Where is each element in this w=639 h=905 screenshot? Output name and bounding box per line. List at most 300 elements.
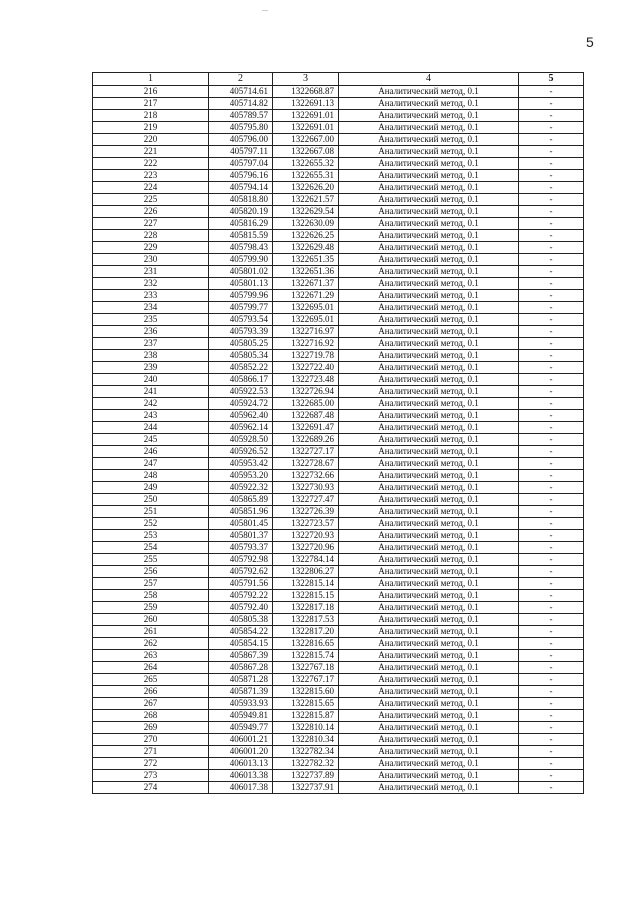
description-cell: -: [519, 434, 584, 446]
table-row: [93, 590, 584, 602]
method-accuracy-cell: Аналитический метод, 0.1: [339, 290, 519, 302]
method-accuracy-cell: Аналитический метод, 0.1: [339, 134, 519, 146]
point-number-cell: 256: [93, 566, 209, 578]
x-coordinate-cell: 405792.40: [209, 602, 273, 614]
x-coordinate-cell: 405795.80: [209, 122, 273, 134]
x-coordinate-cell: 405796.16: [209, 170, 273, 182]
point-number-cell: 266: [93, 686, 209, 698]
header-col-5: 5: [519, 73, 584, 86]
method-accuracy-cell: Аналитический метод, 0.1: [339, 374, 519, 386]
table-row: [93, 434, 584, 446]
description-cell: -: [519, 290, 584, 302]
x-coordinate-cell: 405949.77: [209, 722, 273, 734]
x-coordinate-cell: 405801.45: [209, 518, 273, 530]
table-row: [93, 542, 584, 554]
table-row: [93, 290, 584, 302]
description-cell: -: [519, 206, 584, 218]
point-number-cell: 264: [93, 662, 209, 674]
description-cell: -: [519, 374, 584, 386]
x-coordinate-cell: 405805.25: [209, 338, 273, 350]
table-row: [93, 698, 584, 710]
method-accuracy-cell: Аналитический метод, 0.1: [339, 302, 519, 314]
description-cell: -: [519, 302, 584, 314]
description-cell: -: [519, 650, 584, 662]
method-accuracy-cell: Аналитический метод, 0.1: [339, 650, 519, 662]
y-coordinate-cell: 1322726.39: [273, 506, 339, 518]
y-coordinate-cell: 1322691.01: [273, 110, 339, 122]
description-cell: -: [519, 686, 584, 698]
x-coordinate-cell: 405805.34: [209, 350, 273, 362]
point-number-cell: 255: [93, 554, 209, 566]
x-coordinate-cell: 405928.50: [209, 434, 273, 446]
method-accuracy-cell: Аналитический метод, 0.1: [339, 506, 519, 518]
header-col-2: 2: [209, 73, 273, 86]
table-row: [93, 494, 584, 506]
x-coordinate-cell: 406001.20: [209, 746, 273, 758]
y-coordinate-cell: 1322817.53: [273, 614, 339, 626]
point-number-cell: 237: [93, 338, 209, 350]
x-coordinate-cell: 405792.22: [209, 590, 273, 602]
table-row: [93, 710, 584, 722]
point-number-cell: 269: [93, 722, 209, 734]
x-coordinate-cell: 405792.98: [209, 554, 273, 566]
description-cell: -: [519, 194, 584, 206]
point-number-cell: 236: [93, 326, 209, 338]
x-coordinate-cell: 405871.28: [209, 674, 273, 686]
point-number-cell: 240: [93, 374, 209, 386]
table-row: [93, 626, 584, 638]
x-coordinate-cell: 405851.96: [209, 506, 273, 518]
y-coordinate-cell: 1322630.09: [273, 218, 339, 230]
y-coordinate-cell: 1322810.14: [273, 722, 339, 734]
y-coordinate-cell: 1322810.34: [273, 734, 339, 746]
x-coordinate-cell: 405797.11: [209, 146, 273, 158]
point-number-cell: 253: [93, 530, 209, 542]
table-row: [93, 362, 584, 374]
description-cell: -: [519, 362, 584, 374]
method-accuracy-cell: Аналитический метод, 0.1: [339, 326, 519, 338]
header-row: [93, 73, 584, 86]
table-row: [93, 86, 584, 98]
method-accuracy-cell: Аналитический метод, 0.1: [339, 398, 519, 410]
x-coordinate-cell: 405962.40: [209, 410, 273, 422]
point-number-cell: 267: [93, 698, 209, 710]
description-cell: -: [519, 98, 584, 110]
description-cell: -: [519, 254, 584, 266]
y-coordinate-cell: 1322727.17: [273, 446, 339, 458]
table-row: [93, 686, 584, 698]
point-number-cell: 249: [93, 482, 209, 494]
table-row: [93, 314, 584, 326]
method-accuracy-cell: Аналитический метод, 0.1: [339, 410, 519, 422]
x-coordinate-cell: 405796.00: [209, 134, 273, 146]
x-coordinate-cell: 405871.39: [209, 686, 273, 698]
description-cell: -: [519, 614, 584, 626]
x-coordinate-cell: 405799.90: [209, 254, 273, 266]
description-cell: -: [519, 662, 584, 674]
y-coordinate-cell: 1322691.47: [273, 422, 339, 434]
table-row: [93, 254, 584, 266]
header-col-3: 3: [273, 73, 339, 86]
point-number-cell: 227: [93, 218, 209, 230]
point-number-cell: 222: [93, 158, 209, 170]
table-row: [93, 242, 584, 254]
point-number-cell: 225: [93, 194, 209, 206]
point-number-cell: 270: [93, 734, 209, 746]
description-cell: -: [519, 146, 584, 158]
method-accuracy-cell: Аналитический метод, 0.1: [339, 158, 519, 170]
y-coordinate-cell: 1322782.32: [273, 758, 339, 770]
description-cell: -: [519, 470, 584, 482]
point-number-cell: 245: [93, 434, 209, 446]
x-coordinate-cell: 405792.62: [209, 566, 273, 578]
point-number-cell: 254: [93, 542, 209, 554]
y-coordinate-cell: 1322651.36: [273, 266, 339, 278]
method-accuracy-cell: Аналитический метод, 0.1: [339, 578, 519, 590]
table-body: [93, 86, 584, 794]
method-accuracy-cell: Аналитический метод, 0.1: [339, 146, 519, 158]
method-accuracy-cell: Аналитический метод, 0.1: [339, 314, 519, 326]
method-accuracy-cell: Аналитический метод, 0.1: [339, 686, 519, 698]
method-accuracy-cell: Аналитический метод, 0.1: [339, 458, 519, 470]
table-row: [93, 230, 584, 242]
x-coordinate-cell: 405854.15: [209, 638, 273, 650]
point-number-cell: 273: [93, 770, 209, 782]
y-coordinate-cell: 1322817.20: [273, 626, 339, 638]
point-number-cell: 257: [93, 578, 209, 590]
description-cell: -: [519, 122, 584, 134]
y-coordinate-cell: 1322737.89: [273, 770, 339, 782]
x-coordinate-cell: 405799.77: [209, 302, 273, 314]
table-row: [93, 614, 584, 626]
description-cell: -: [519, 566, 584, 578]
table-row: [93, 278, 584, 290]
y-coordinate-cell: 1322687.48: [273, 410, 339, 422]
y-coordinate-cell: 1322691.01: [273, 122, 339, 134]
method-accuracy-cell: Аналитический метод, 0.1: [339, 602, 519, 614]
scan-mark: [262, 10, 268, 11]
point-number-cell: 224: [93, 182, 209, 194]
method-accuracy-cell: Аналитический метод, 0.1: [339, 110, 519, 122]
description-cell: -: [519, 626, 584, 638]
description-cell: -: [519, 422, 584, 434]
x-coordinate-cell: 405949.81: [209, 710, 273, 722]
description-cell: -: [519, 506, 584, 518]
method-accuracy-cell: Аналитический метод, 0.1: [339, 194, 519, 206]
x-coordinate-cell: 405924.72: [209, 398, 273, 410]
y-coordinate-cell: 1322815.60: [273, 686, 339, 698]
y-coordinate-cell: 1322629.48: [273, 242, 339, 254]
method-accuracy-cell: Аналитический метод, 0.1: [339, 782, 519, 794]
point-number-cell: 265: [93, 674, 209, 686]
point-number-cell: 260: [93, 614, 209, 626]
method-accuracy-cell: Аналитический метод, 0.1: [339, 674, 519, 686]
x-coordinate-cell: 405714.61: [209, 86, 273, 98]
y-coordinate-cell: 1322655.31: [273, 170, 339, 182]
y-coordinate-cell: 1322668.87: [273, 86, 339, 98]
point-number-cell: 272: [93, 758, 209, 770]
description-cell: -: [519, 710, 584, 722]
point-number-cell: 229: [93, 242, 209, 254]
y-coordinate-cell: 1322685.00: [273, 398, 339, 410]
method-accuracy-cell: Аналитический метод, 0.1: [339, 710, 519, 722]
description-cell: -: [519, 602, 584, 614]
y-coordinate-cell: 1322723.48: [273, 374, 339, 386]
y-coordinate-cell: 1322720.96: [273, 542, 339, 554]
description-cell: -: [519, 326, 584, 338]
x-coordinate-cell: 405953.42: [209, 458, 273, 470]
description-cell: -: [519, 530, 584, 542]
y-coordinate-cell: 1322671.37: [273, 278, 339, 290]
y-coordinate-cell: 1322815.15: [273, 590, 339, 602]
description-cell: -: [519, 770, 584, 782]
method-accuracy-cell: Аналитический метод, 0.1: [339, 338, 519, 350]
y-coordinate-cell: 1322716.92: [273, 338, 339, 350]
y-coordinate-cell: 1322784.14: [273, 554, 339, 566]
table-row: [93, 194, 584, 206]
y-coordinate-cell: 1322815.14: [273, 578, 339, 590]
point-number-cell: 221: [93, 146, 209, 158]
method-accuracy-cell: Аналитический метод, 0.1: [339, 422, 519, 434]
point-number-cell: 228: [93, 230, 209, 242]
description-cell: -: [519, 458, 584, 470]
table-row: [93, 410, 584, 422]
x-coordinate-cell: 405818.80: [209, 194, 273, 206]
table-row: [93, 602, 584, 614]
point-number-cell: 234: [93, 302, 209, 314]
x-coordinate-cell: 405865.89: [209, 494, 273, 506]
y-coordinate-cell: 1322655.32: [273, 158, 339, 170]
y-coordinate-cell: 1322667.00: [273, 134, 339, 146]
header-col-1: 1: [93, 73, 209, 86]
method-accuracy-cell: Аналитический метод, 0.1: [339, 98, 519, 110]
x-coordinate-cell: 405820.19: [209, 206, 273, 218]
description-cell: -: [519, 182, 584, 194]
point-number-cell: 263: [93, 650, 209, 662]
y-coordinate-cell: 1322806.27: [273, 566, 339, 578]
method-accuracy-cell: Аналитический метод, 0.1: [339, 86, 519, 98]
table-row: [93, 746, 584, 758]
table-row: [93, 446, 584, 458]
table-row: [93, 386, 584, 398]
x-coordinate-cell: 405801.02: [209, 266, 273, 278]
point-number-cell: 252: [93, 518, 209, 530]
table-row: [93, 566, 584, 578]
method-accuracy-cell: Аналитический метод, 0.1: [339, 734, 519, 746]
table-row: [93, 326, 584, 338]
description-cell: -: [519, 314, 584, 326]
point-number-cell: 271: [93, 746, 209, 758]
x-coordinate-cell: 405789.57: [209, 110, 273, 122]
table-row: [93, 662, 584, 674]
y-coordinate-cell: 1322626.25: [273, 230, 339, 242]
description-cell: -: [519, 350, 584, 362]
x-coordinate-cell: 405854.22: [209, 626, 273, 638]
table-row: [93, 470, 584, 482]
description-cell: -: [519, 734, 584, 746]
y-coordinate-cell: 1322730.93: [273, 482, 339, 494]
table-row: [93, 218, 584, 230]
point-number-cell: 219: [93, 122, 209, 134]
x-coordinate-cell: 405791.56: [209, 578, 273, 590]
y-coordinate-cell: 1322767.18: [273, 662, 339, 674]
x-coordinate-cell: 405793.37: [209, 542, 273, 554]
method-accuracy-cell: Аналитический метод, 0.1: [339, 554, 519, 566]
x-coordinate-cell: 405815.59: [209, 230, 273, 242]
y-coordinate-cell: 1322667.08: [273, 146, 339, 158]
x-coordinate-cell: 405714.82: [209, 98, 273, 110]
table-row: [93, 134, 584, 146]
method-accuracy-cell: Аналитический метод, 0.1: [339, 230, 519, 242]
point-number-cell: 239: [93, 362, 209, 374]
y-coordinate-cell: 1322815.65: [273, 698, 339, 710]
method-accuracy-cell: Аналитический метод, 0.1: [339, 170, 519, 182]
x-coordinate-cell: 405922.53: [209, 386, 273, 398]
x-coordinate-cell: 405867.28: [209, 662, 273, 674]
method-accuracy-cell: Аналитический метод, 0.1: [339, 662, 519, 674]
table-row: [93, 674, 584, 686]
point-number-cell: 226: [93, 206, 209, 218]
x-coordinate-cell: 405922.32: [209, 482, 273, 494]
table-row: [93, 206, 584, 218]
point-number-cell: 259: [93, 602, 209, 614]
y-coordinate-cell: 1322629.54: [273, 206, 339, 218]
method-accuracy-cell: Аналитический метод, 0.1: [339, 530, 519, 542]
table-row: [93, 650, 584, 662]
table-row: [93, 770, 584, 782]
table-row: [93, 350, 584, 362]
table-row: [93, 506, 584, 518]
x-coordinate-cell: 405926.52: [209, 446, 273, 458]
point-number-cell: 218: [93, 110, 209, 122]
description-cell: -: [519, 722, 584, 734]
point-number-cell: 232: [93, 278, 209, 290]
description-cell: -: [519, 482, 584, 494]
y-coordinate-cell: 1322722.40: [273, 362, 339, 374]
x-coordinate-cell: 405794.14: [209, 182, 273, 194]
point-number-cell: 244: [93, 422, 209, 434]
table-row: [93, 302, 584, 314]
y-coordinate-cell: 1322691.13: [273, 98, 339, 110]
description-cell: -: [519, 494, 584, 506]
y-coordinate-cell: 1322726.94: [273, 386, 339, 398]
description-cell: -: [519, 638, 584, 650]
x-coordinate-cell: 405793.54: [209, 314, 273, 326]
y-coordinate-cell: 1322767.17: [273, 674, 339, 686]
point-number-cell: 242: [93, 398, 209, 410]
point-number-cell: 258: [93, 590, 209, 602]
y-coordinate-cell: 1322816.65: [273, 638, 339, 650]
y-coordinate-cell: 1322728.67: [273, 458, 339, 470]
table-header: [93, 73, 584, 86]
table-row: [93, 170, 584, 182]
x-coordinate-cell: 405798.43: [209, 242, 273, 254]
description-cell: -: [519, 446, 584, 458]
point-number-cell: 246: [93, 446, 209, 458]
description-cell: -: [519, 230, 584, 242]
method-accuracy-cell: Аналитический метод, 0.1: [339, 590, 519, 602]
method-accuracy-cell: Аналитический метод, 0.1: [339, 182, 519, 194]
method-accuracy-cell: Аналитический метод, 0.1: [339, 746, 519, 758]
method-accuracy-cell: Аналитический метод, 0.1: [339, 626, 519, 638]
x-coordinate-cell: 405867.39: [209, 650, 273, 662]
method-accuracy-cell: Аналитический метод, 0.1: [339, 278, 519, 290]
table-row: [93, 518, 584, 530]
y-coordinate-cell: 1322782.34: [273, 746, 339, 758]
description-cell: -: [519, 398, 584, 410]
method-accuracy-cell: Аналитический метод, 0.1: [339, 770, 519, 782]
x-coordinate-cell: 405866.17: [209, 374, 273, 386]
description-cell: -: [519, 134, 584, 146]
x-coordinate-cell: 406013.38: [209, 770, 273, 782]
table-row: [93, 422, 584, 434]
table-row: [93, 122, 584, 134]
description-cell: -: [519, 410, 584, 422]
y-coordinate-cell: 1322651.35: [273, 254, 339, 266]
method-accuracy-cell: Аналитический метод, 0.1: [339, 722, 519, 734]
description-cell: -: [519, 542, 584, 554]
method-accuracy-cell: Аналитический метод, 0.1: [339, 386, 519, 398]
description-cell: -: [519, 698, 584, 710]
table-row: [93, 98, 584, 110]
point-number-cell: 268: [93, 710, 209, 722]
point-number-cell: 238: [93, 350, 209, 362]
method-accuracy-cell: Аналитический метод, 0.1: [339, 482, 519, 494]
description-cell: -: [519, 242, 584, 254]
method-accuracy-cell: Аналитический метод, 0.1: [339, 470, 519, 482]
y-coordinate-cell: 1322720.93: [273, 530, 339, 542]
x-coordinate-cell: 405933.93: [209, 698, 273, 710]
coordinates-table: [92, 72, 584, 794]
table-row: [93, 266, 584, 278]
description-cell: -: [519, 158, 584, 170]
x-coordinate-cell: 405801.13: [209, 278, 273, 290]
x-coordinate-cell: 405953.20: [209, 470, 273, 482]
y-coordinate-cell: 1322815.87: [273, 710, 339, 722]
y-coordinate-cell: 1322719.78: [273, 350, 339, 362]
page-number: 5: [586, 34, 594, 50]
table-row: [93, 338, 584, 350]
x-coordinate-cell: 406013.13: [209, 758, 273, 770]
y-coordinate-cell: 1322689.26: [273, 434, 339, 446]
point-number-cell: 231: [93, 266, 209, 278]
method-accuracy-cell: Аналитический метод, 0.1: [339, 638, 519, 650]
y-coordinate-cell: 1322716.97: [273, 326, 339, 338]
point-number-cell: 235: [93, 314, 209, 326]
y-coordinate-cell: 1322695.01: [273, 314, 339, 326]
method-accuracy-cell: Аналитический метод, 0.1: [339, 446, 519, 458]
x-coordinate-cell: 405799.96: [209, 290, 273, 302]
y-coordinate-cell: 1322737.91: [273, 782, 339, 794]
description-cell: -: [519, 338, 584, 350]
method-accuracy-cell: Аналитический метод, 0.1: [339, 518, 519, 530]
table-row: [93, 182, 584, 194]
y-coordinate-cell: 1322815.74: [273, 650, 339, 662]
x-coordinate-cell: 406001.21: [209, 734, 273, 746]
method-accuracy-cell: Аналитический метод, 0.1: [339, 350, 519, 362]
point-number-cell: 243: [93, 410, 209, 422]
description-cell: -: [519, 386, 584, 398]
point-number-cell: 248: [93, 470, 209, 482]
table-row: [93, 578, 584, 590]
description-cell: -: [519, 170, 584, 182]
table-row: [93, 374, 584, 386]
y-coordinate-cell: 1322621.57: [273, 194, 339, 206]
y-coordinate-cell: 1322732.66: [273, 470, 339, 482]
description-cell: -: [519, 746, 584, 758]
description-cell: -: [519, 218, 584, 230]
y-coordinate-cell: 1322671.29: [273, 290, 339, 302]
